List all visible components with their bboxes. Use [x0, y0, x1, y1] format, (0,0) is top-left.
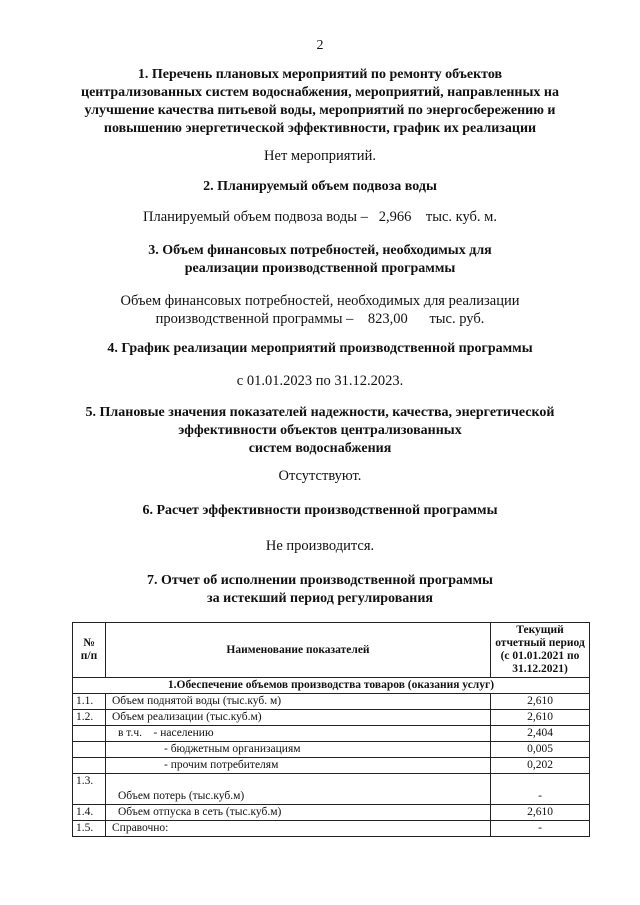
- table-header-row: [73, 623, 590, 678]
- row-name: - бюджетным организациям: [106, 742, 491, 758]
- section1-title: [0, 66, 640, 138]
- row-name: Объем потерь (тыс.куб.м): [106, 774, 491, 805]
- row-name: Объем реализации (тыс.куб.м): [106, 710, 491, 726]
- row-value: -: [491, 821, 590, 837]
- section3-body: [0, 292, 640, 328]
- row-name: Справочно:: [106, 821, 491, 837]
- row-value: 0,005: [491, 742, 590, 758]
- section4-body: с 01.01.2023 по 31.12.2023.: [236, 373, 404, 389]
- table-row: [73, 805, 590, 821]
- header-name: Наименование показателей: [106, 623, 491, 678]
- row-number: 1.3.: [73, 774, 106, 805]
- row-value: 2,610: [491, 710, 590, 726]
- section2-unit: тыс. куб. м.: [425, 209, 497, 225]
- header-number: [73, 623, 106, 678]
- section1-title-line: 1. Перечень плановых мероприятий по ремонту объектов: [137, 67, 503, 82]
- row-number: 1.4.: [73, 805, 106, 821]
- section3-title-line: реализации производственной программы: [184, 261, 456, 276]
- section5-title-line: эффективности объектов централизованных: [178, 423, 462, 438]
- header-period-line: отчетный период: [495, 637, 585, 649]
- row-number: 1.2.: [73, 710, 106, 726]
- row-name: - прочим потребителям: [106, 758, 491, 774]
- section2-body: [0, 208, 640, 226]
- report-table: [72, 622, 590, 837]
- table-row: [73, 742, 590, 758]
- row-value: 2,610: [491, 694, 590, 710]
- header-period: [491, 623, 590, 678]
- section3-body-line: Объем финансовых потребностей, необходимых для реализации: [120, 293, 520, 309]
- table-row: [73, 694, 590, 710]
- row-value: 2,404: [491, 726, 590, 742]
- row-value: 0,202: [491, 758, 590, 774]
- row-name: Объем отпуска в сеть (тыс.куб.м): [106, 805, 491, 821]
- header-period-line: Текущий: [516, 624, 564, 636]
- section2-title: 2. Планируемый объем подвоза воды: [203, 179, 437, 194]
- table-row: [73, 726, 590, 742]
- section1-body: Нет мероприятий.: [264, 148, 376, 164]
- section7-title: [0, 572, 640, 608]
- table-row: [73, 710, 590, 726]
- section3-title: [0, 242, 640, 278]
- header-period-line: 31.12.2021): [512, 663, 568, 675]
- section7-title-line: 7. Отчет об исполнении производственной программы: [146, 573, 493, 588]
- row-value: -: [491, 774, 590, 805]
- row-value: 2,610: [491, 805, 590, 821]
- section6-body: Не производится.: [265, 538, 375, 554]
- section1-title-line: повышению энергетической эффективности, график их реализации: [103, 121, 537, 136]
- section3-title-line: 3. Объем финансовых потребностей, необходимых для: [148, 243, 492, 258]
- header-period-line: (с 01.01.2021 по: [500, 650, 580, 662]
- section3-label: производственной программы –: [155, 311, 354, 327]
- section1-title-line: централизованных систем водоснабжения, мероприятий, направленных на: [81, 85, 559, 100]
- header-number-line: п/п: [80, 650, 98, 662]
- row-number: [73, 726, 106, 742]
- section3-value: 823,00: [367, 311, 408, 327]
- section2-value: 2,966: [378, 209, 412, 225]
- row-number: 1.1.: [73, 694, 106, 710]
- section4-title: 4. График реализации мероприятий производственной программы: [107, 341, 533, 356]
- section5-title: [0, 404, 640, 458]
- section2-label: Планируемый объем подвоза воды –: [143, 209, 368, 225]
- header-number-line: №: [83, 637, 95, 649]
- section5-title-line: 5. Плановые значения показателей надежности, качества, энергетической: [85, 405, 555, 420]
- table-row: [73, 774, 590, 805]
- table-row: [73, 758, 590, 774]
- table-row: [73, 821, 590, 837]
- section3-unit: тыс. руб.: [429, 311, 485, 327]
- table-section-row: [73, 678, 590, 694]
- section-row-label: 1.Обеспечение объемов производства товаров (оказания услуг): [73, 678, 590, 694]
- section1-title-line: улучшение качества питьевой воды, мероприятий по энергосбережению и: [84, 103, 556, 118]
- section7-title-line: за истекший период регулирования: [207, 591, 433, 606]
- row-number: [73, 758, 106, 774]
- row-number: 1.5.: [73, 821, 106, 837]
- row-name: в т.ч. - населению: [106, 726, 491, 742]
- section5-body: Отсутствуют.: [278, 468, 362, 484]
- row-number: [73, 742, 106, 758]
- row-name: Объем поднятой воды (тыс.куб. м): [106, 694, 491, 710]
- section6-title: 6. Расчет эффективности производственной программы: [142, 503, 498, 518]
- section3-body-line2: [0, 310, 640, 328]
- page-number: 2: [316, 38, 324, 53]
- section5-title-line: систем водоснабжения: [248, 441, 392, 456]
